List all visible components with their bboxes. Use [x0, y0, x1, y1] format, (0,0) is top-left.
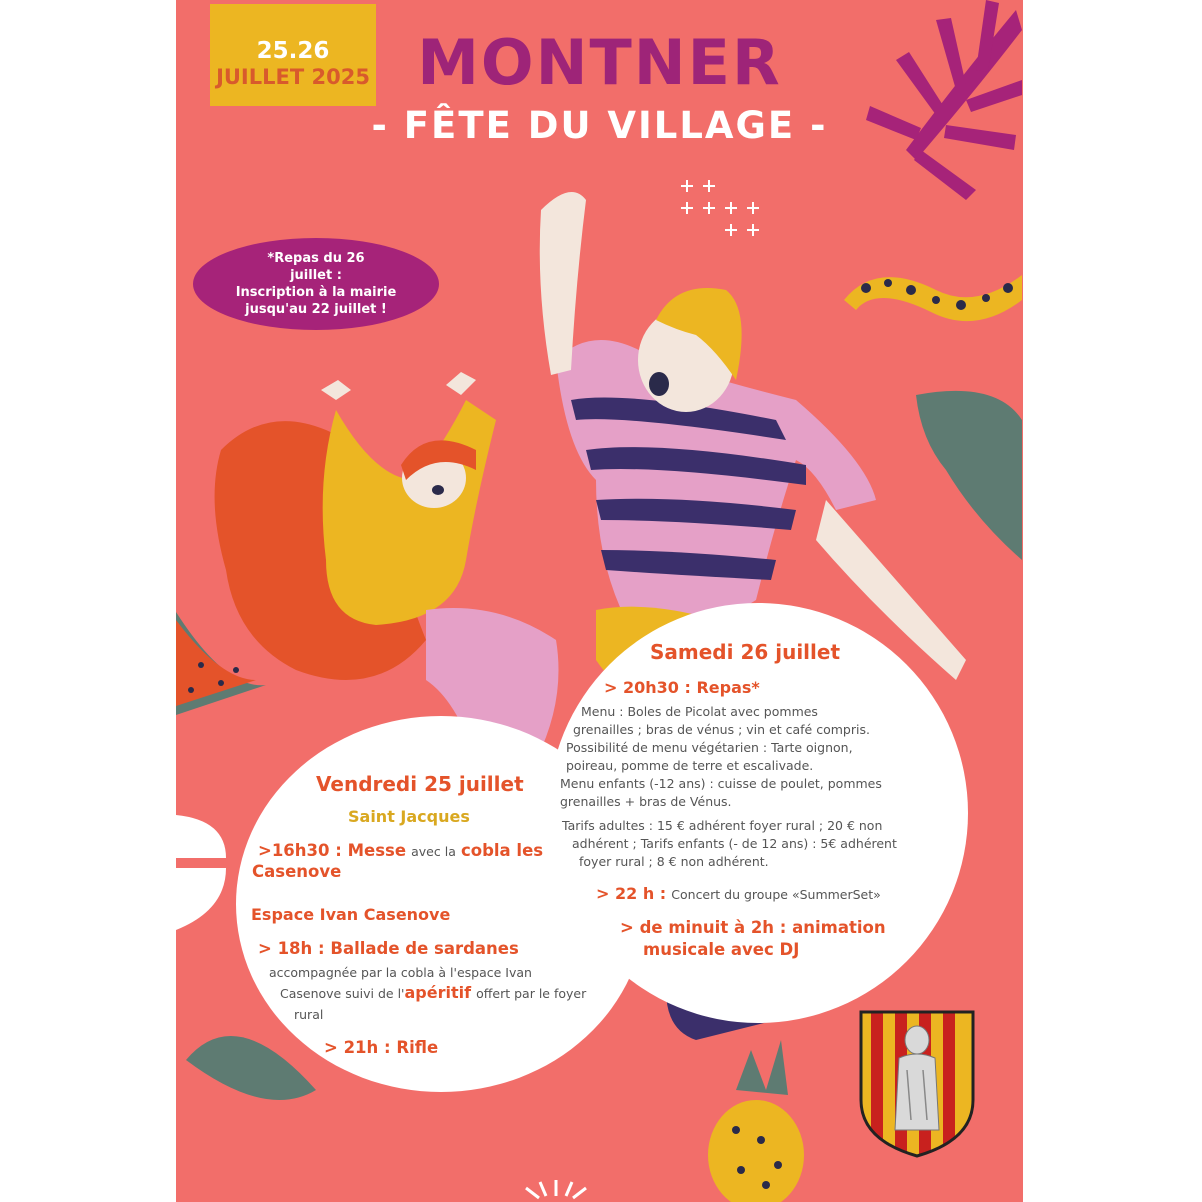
- menu-line: Menu : Boles de Picolat avec pommes: [581, 704, 818, 719]
- concert-time: > 22 h :: [596, 884, 667, 903]
- sardanes-desc-a: Casenove suivi de l': [280, 986, 405, 1001]
- plus-pattern-icon: [681, 180, 759, 236]
- date-days: 25.26: [256, 38, 330, 64]
- menu-line: poireau, pomme de terre et escalivade.: [566, 758, 814, 773]
- place-saint-jacques: Saint Jacques: [348, 807, 470, 826]
- tarifs-line: adhérent ; Tarifs enfants (- de 12 ans) : 5€ adhérent: [572, 836, 897, 851]
- friday-heading: Vendredi 25 juillet: [316, 772, 524, 796]
- sardanes-desc: accompagnée par la cobla à l'espace Ivan: [269, 965, 532, 980]
- note-line: juillet :: [290, 268, 342, 283]
- page-subtitle: - FÊTE DU VILLAGE -: [371, 104, 828, 147]
- saturday-repas: > 20h30 : Repas*: [604, 678, 760, 697]
- sardanes-line: > 18h : Ballade de sardanes: [258, 939, 519, 958]
- date-month: JUILLET 2025: [216, 65, 370, 89]
- messe-with: avec la: [411, 844, 456, 859]
- poster: [176, 0, 1023, 1202]
- tarifs-line: Tarifs adultes : 15 € adhérent foyer rural ; 20 € non: [562, 818, 883, 833]
- menu-line: grenailles ; bras de vénus ; vin et café compris.: [573, 722, 870, 737]
- note-line: Inscription à la mairie: [235, 285, 397, 300]
- dj-line: musicale avec DJ: [643, 940, 800, 959]
- aperitif: apéritif: [404, 983, 472, 1002]
- coat-of-arms-icon: [859, 1010, 975, 1158]
- saturday-heading: Samedi 26 juillet: [650, 640, 841, 664]
- sardanes-desc: rural: [294, 1007, 324, 1022]
- snake-icon: [844, 275, 1022, 321]
- rifle-line: > 21h : Rifle: [324, 1038, 439, 1057]
- place-espace: Espace Ivan Casenove: [251, 905, 451, 924]
- registration-note: [193, 238, 439, 330]
- menu-line: Menu enfants (-12 ans) : cuisse de poulet, pommes: [560, 776, 882, 791]
- sardanes-desc: [280, 983, 586, 1002]
- note-line: jusqu'au 22 juillet !: [245, 302, 387, 317]
- menu-line: grenailles + bras de Vénus.: [560, 794, 732, 809]
- sardanes-desc-c: offert par le foyer: [476, 986, 587, 1001]
- note-line: *Repas du 26: [267, 251, 365, 266]
- dj-line: > de minuit à 2h : animation: [620, 918, 886, 937]
- concert: [596, 884, 881, 903]
- page-title: MONTNER: [417, 26, 782, 99]
- messe-time: >16h30 : Messe: [258, 841, 407, 860]
- messe-casenove: Casenove: [252, 862, 342, 881]
- concert-desc: Concert du groupe «SummerSet»: [671, 887, 881, 902]
- messe-line: [258, 841, 543, 860]
- teal-leaf: [916, 391, 1022, 560]
- tarifs-line: foyer rural ; 8 € non adhérent.: [579, 854, 769, 869]
- messe-cobla: cobla les: [460, 841, 544, 860]
- pineapple-icon: [708, 1040, 804, 1202]
- menu-line: Possibilité de menu végétarien : Tarte oignon,: [566, 740, 853, 755]
